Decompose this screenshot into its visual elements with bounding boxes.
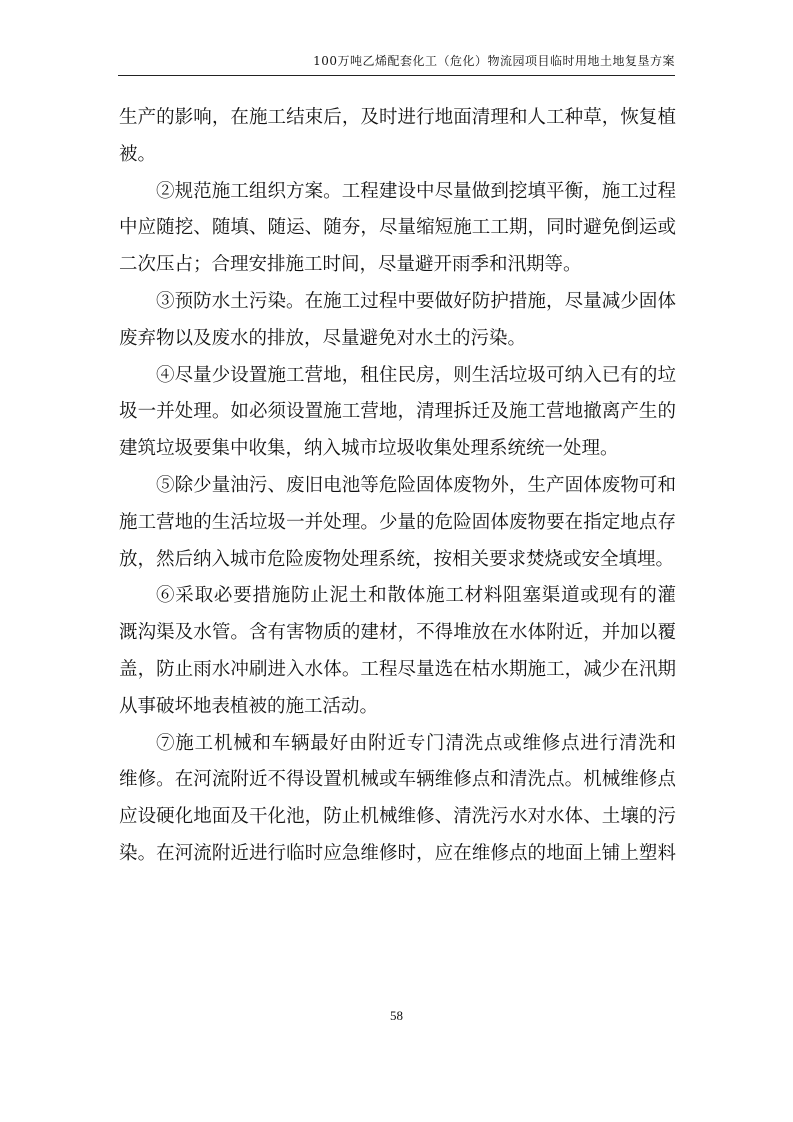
- paragraph-line: 中应随挖、随填、随运、随夯，尽量缩短施工工期，同时避免倒运或: [119, 217, 676, 239]
- paragraph-line: ④尽量少设置施工营地，租住民房，则生活垃圾可纳入已有的垃: [156, 364, 676, 386]
- paragraph-line: 生产的影响，在施工结束后，及时进行地面清理和人工种草，恢复植: [119, 107, 676, 128]
- paragraph-line: 放，然后纳入城市危险废物处理系统，按相关要求焚烧或安全填埋。: [119, 548, 675, 570]
- paragraph-line: 圾一并处理。如必须设置施工营地，清理拆迁及施工营地撤离产生的: [119, 401, 676, 423]
- paragraph-line: 从事破坏地表植被的施工活动。: [119, 695, 379, 717]
- document-body: [119, 100, 676, 873]
- paragraph-line: 施工营地的生活垃圾一并处理。少量的危险固体废物要在指定地点存: [119, 511, 676, 533]
- header-divider: [118, 75, 675, 76]
- paragraph-line: 应设硬化地面及干化池，防止机械维修、清洗污水对水体、土壤的污: [119, 806, 676, 828]
- paragraph-line: 染。在河流附近进行临时应急维修时，应在维修点的地面上铺上塑料: [119, 842, 676, 864]
- paragraph-line: ⑥采取必要措施防止泥土和散体施工材料阻塞渠道或现有的灌: [156, 585, 676, 607]
- paragraph-line: 二次压占；合理安排施工时间，尽量避开雨季和汛期等。: [119, 254, 582, 276]
- paragraph-line: 被。: [119, 143, 157, 165]
- paragraph-line: 建筑垃圾要集中收集，纳入城市垃圾收集处理系统统一处理。: [119, 438, 619, 460]
- paragraph-line: ⑤除少量油污、废旧电池等危险固体废物外，生产固体废物可和: [156, 474, 676, 496]
- paragraph-line: 废弃物以及废水的排放，尽量避免对水土的污染。: [119, 327, 527, 349]
- paragraph-line: 盖，防止雨水冲刷进入水体。工程尽量选在枯水期施工，减少在汛期: [119, 658, 676, 680]
- paragraph-line: ⑦施工机械和车辆最好由附近专门清洗点或维修点进行清洗和: [156, 732, 676, 754]
- paragraph-line: 溉沟渠及水管。含有害物质的建材，不得堆放在水体附近，并加以覆: [119, 622, 676, 644]
- page-number: 58: [390, 1008, 403, 1023]
- running-header: 100万吨乙烯配套化工（危化）物流园项目临时用地土地复垦方案: [313, 54, 675, 68]
- paragraph-line: ③预防水土污染。在施工过程中要做好防护措施，尽量减少固体: [156, 290, 676, 312]
- paragraph-line: ②规范施工组织方案。工程建设中尽量做到挖填平衡，施工过程: [156, 180, 676, 202]
- paragraph-line: 维修。在河流附近不得设置机械或车辆维修点和清洗点。机械维修点: [119, 769, 676, 791]
